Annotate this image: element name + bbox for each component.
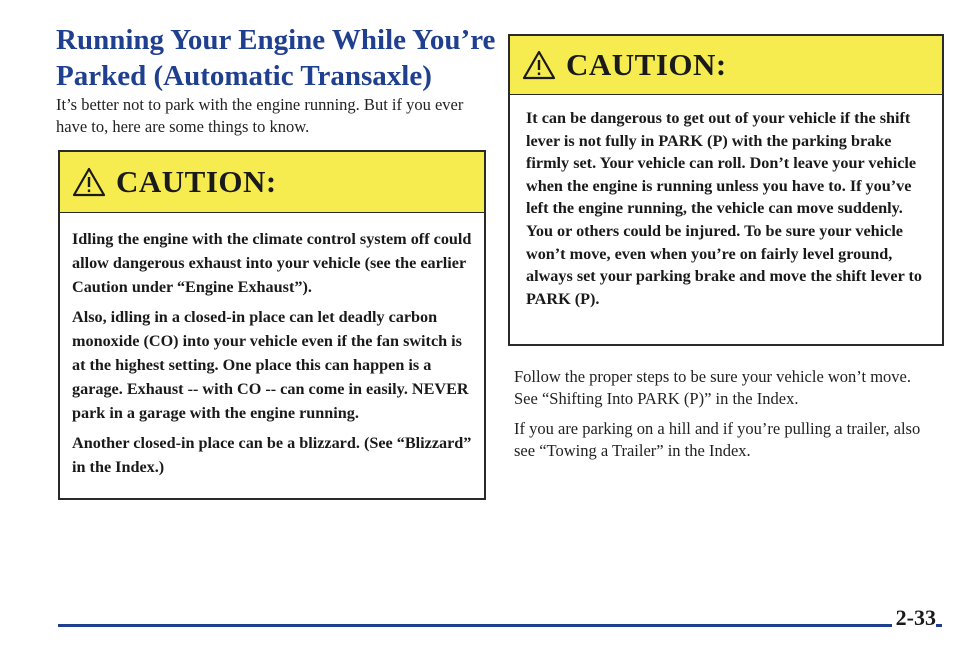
body-paragraph: If you are parking on a hill and if you’re pulling a trailer, also see “Towing a Trailer” in the Index. — [514, 419, 921, 460]
caution-paragraph: It can be dangerous to get out of your vehicle if the shift lever is not fully in PARK (P) with the parking brake firmly set. Your vehicle can roll. Don’t leave your vehicle when the engine is running unless you have to. If you’ve left the engine running, the vehicle can move suddenly. You or others could be injured. To be sure your vehicle won’t move, even when you’re on fairly level ground, always set your parking brake and move the shift lever to PARK (P). — [526, 109, 922, 308]
caution-box-left — [58, 150, 486, 500]
warning-triangle-icon — [522, 50, 556, 80]
caution-box-right — [508, 34, 944, 346]
warning-triangle-icon — [72, 167, 106, 197]
body-paragraph: Follow the proper steps to be sure your vehicle won’t move. See “Shifting Into PARK (P)” in the Index. — [514, 367, 911, 408]
caution-text-right — [510, 95, 942, 310]
caution-header-left — [60, 152, 484, 213]
caution-paragraph: Another closed-in place can be a blizzard. (See “Blizzard” in the Index.) — [72, 434, 472, 476]
caution-paragraph: Also, idling in a closed-in place can let deadly carbon monoxide (CO) into your vehicle even if the fan switch is at the highest setting. One place this can happen is a garage. Exhaust -- with CO -- can come in easily. NEVER park in a garage with the engine running. — [72, 308, 469, 422]
footer-rule — [58, 624, 942, 627]
caution-header-right — [510, 36, 942, 95]
caution-paragraph: Idling the engine with the climate control system off could allow dangerous exhaust into your vehicle (see the earlier Caution under “Engine Exhaust”). — [72, 230, 472, 296]
page-title: Running Your Engine While You’re Parked (Automatic Transaxle) — [56, 24, 496, 92]
caution-label-right: CAUTION: — [566, 47, 727, 82]
body-text-right — [514, 366, 934, 462]
intro-paragraph: It’s better not to park with the engine running. But if you ever have to, here are some things to know. — [56, 95, 464, 136]
caution-label-left: CAUTION: — [116, 164, 277, 199]
page-number: 2-33 — [892, 605, 936, 631]
caution-text-left — [60, 213, 484, 479]
